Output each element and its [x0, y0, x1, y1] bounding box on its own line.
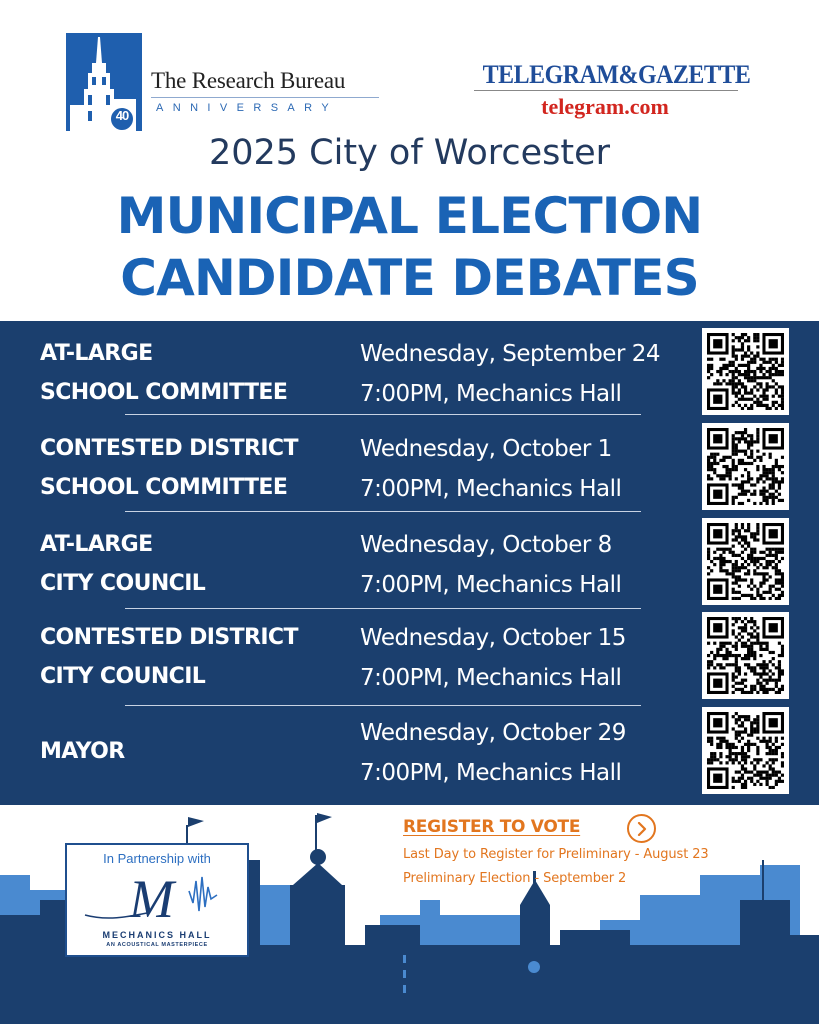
chevron-right-circle-icon[interactable]: [627, 814, 656, 843]
chevron-right-icon: [636, 822, 648, 836]
research-bureau-name: The Research Bureau: [151, 68, 346, 93]
debate-category-line2: SCHOOL COMMITTEE: [40, 475, 288, 500]
row-divider: [125, 705, 641, 706]
debate-time-place: 7:00PM, Mechanics Hall: [360, 760, 622, 786]
debate-time-place: 7:00PM, Mechanics Hall: [360, 381, 622, 407]
page-subtitle: 2025 City of Worcester: [208, 133, 611, 173]
debate-date: Wednesday, October 1: [360, 436, 612, 462]
telegram-website-link[interactable]: telegram.com: [541, 94, 669, 119]
mechanics-hall-name: MECHANICS HALL: [102, 930, 212, 940]
mechanics-hall-monogram: M: [129, 869, 174, 929]
telegram-gazette-logo: TELEGRAM&GAZETTE: [482, 60, 751, 89]
debate-category-line1: MAYOR: [40, 739, 125, 764]
debate-date: Wednesday, September 24: [360, 341, 660, 367]
debate-date: Wednesday, October 29: [360, 720, 626, 746]
debate-time-place: 7:00PM, Mechanics Hall: [360, 665, 622, 691]
qr-code-icon[interactable]: [702, 328, 789, 415]
debate-category-line2: CITY COUNCIL: [40, 664, 206, 689]
row-divider: [125, 414, 641, 415]
register-to-vote-link[interactable]: REGISTER TO VOTE: [403, 817, 581, 837]
debate-category-line1: CONTESTED DISTRICT: [40, 436, 298, 461]
partner-box: [65, 843, 249, 957]
debate-time-place: 7:00PM, Mechanics Hall: [360, 572, 622, 598]
debate-category-line1: AT-LARGE: [40, 341, 153, 366]
anniversary-badge-number: 40: [115, 108, 129, 123]
debate-date: Wednesday, October 15: [360, 625, 626, 651]
qr-code-icon[interactable]: [702, 707, 789, 794]
qr-code-icon[interactable]: [702, 518, 789, 605]
mechanics-hall-tagline: AN ACOUSTICAL MASTERPIECE: [106, 942, 208, 948]
research-bureau-logo: [66, 33, 142, 131]
mechanics-hall-logo-icon: [77, 867, 237, 929]
telegram-gazette-divider: [474, 90, 738, 91]
debate-category-line1: AT-LARGE: [40, 532, 153, 557]
partner-label: In Partnership with: [103, 851, 211, 866]
row-divider: [125, 608, 641, 609]
row-divider: [125, 511, 641, 512]
debate-time-place: 7:00PM, Mechanics Hall: [360, 476, 622, 502]
research-bureau-divider: [151, 97, 379, 98]
debate-category-line2: CITY COUNCIL: [40, 571, 206, 596]
register-deadline-text: Last Day to Register for Preliminary - August 23: [403, 847, 709, 862]
preliminary-election-text: Preliminary Election - September 2: [403, 871, 627, 886]
qr-code-icon[interactable]: [702, 612, 789, 699]
research-bureau-anniversary: ANNIVERSARY: [156, 102, 339, 114]
page-title-line1: MUNICIPAL ELECTION: [116, 187, 703, 245]
page-title-line2: CANDIDATE DEBATES: [120, 249, 699, 307]
debate-date: Wednesday, October 8: [360, 532, 612, 558]
qr-code-icon[interactable]: [702, 423, 789, 510]
debate-category-line1: CONTESTED DISTRICT: [40, 625, 298, 650]
debate-category-line2: SCHOOL COMMITTEE: [40, 380, 288, 405]
